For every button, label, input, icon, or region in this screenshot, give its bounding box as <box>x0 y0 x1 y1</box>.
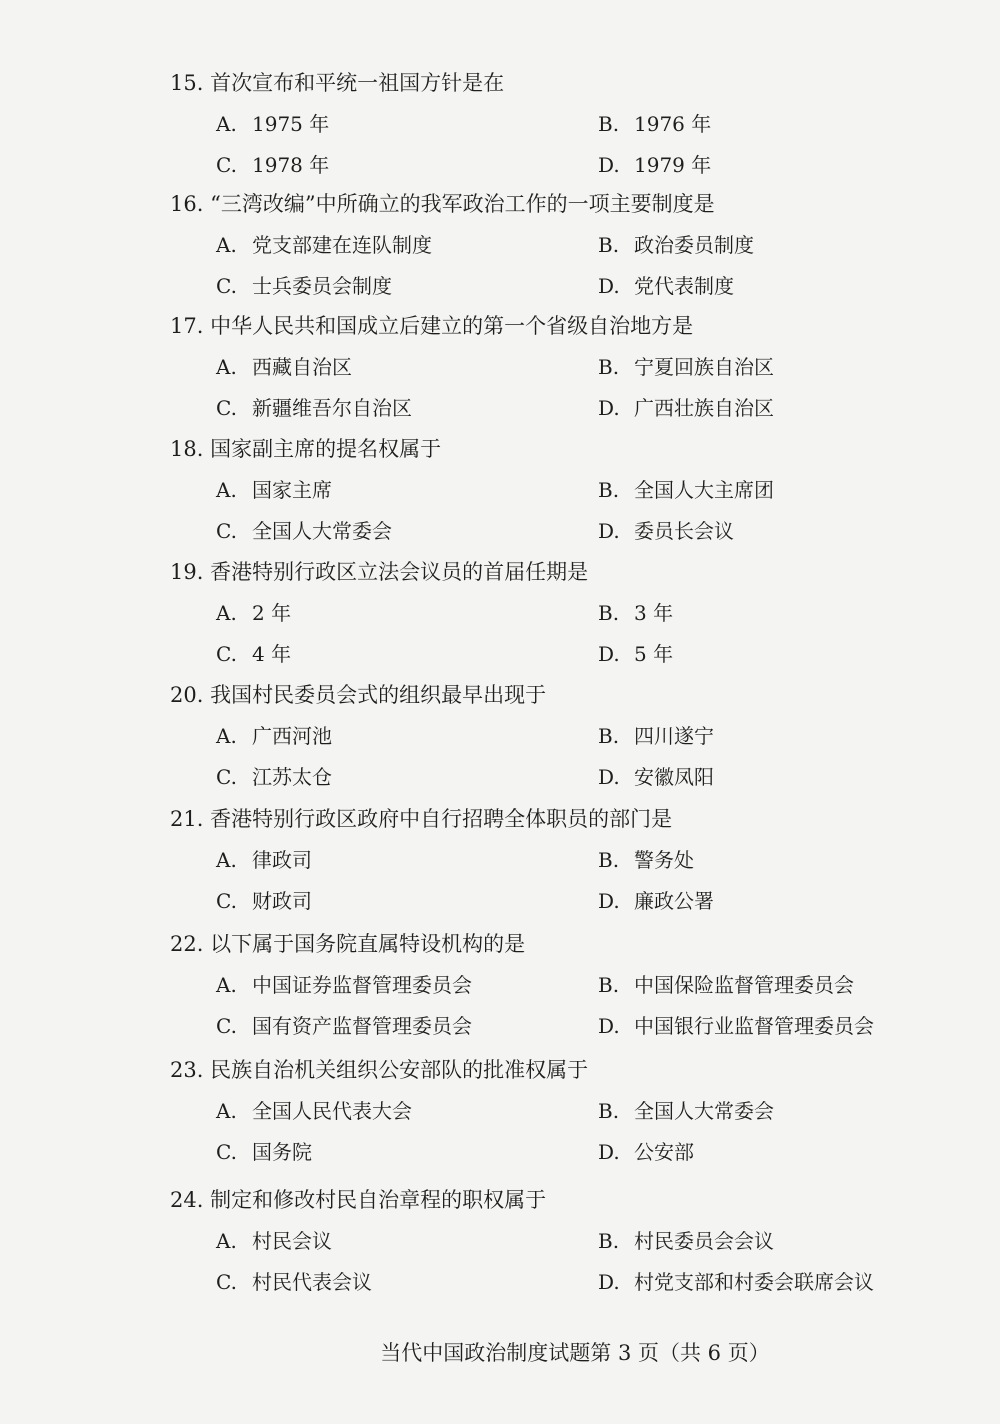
option-text: 1975 年 <box>252 112 330 136</box>
option-b <box>598 109 711 139</box>
option-d <box>598 886 714 916</box>
question-21 <box>170 804 930 927</box>
option-c <box>216 1011 472 1041</box>
question-stem <box>170 804 930 834</box>
question-number: 23. <box>170 1058 204 1082</box>
option-text: 廉政公署 <box>634 889 714 913</box>
question-text: 我国村民委员会式的组织最早出现于 <box>210 683 547 707</box>
option-letter: C. <box>216 396 237 420</box>
question-stem <box>170 434 930 464</box>
option-d <box>598 1137 694 1167</box>
option-text: 中国证券监督管理委员会 <box>252 973 472 997</box>
option-letter: B. <box>598 1099 620 1123</box>
option-c <box>216 1267 372 1297</box>
question-stem <box>170 680 930 710</box>
question-text: 制定和修改村民自治章程的职权属于 <box>210 1188 547 1212</box>
option-letter: C. <box>216 274 237 298</box>
option-row <box>170 150 930 191</box>
option-d <box>598 639 673 669</box>
option-b <box>598 230 754 260</box>
option-letter: B. <box>598 112 620 136</box>
option-text: 村民会议 <box>252 1229 332 1253</box>
option-letter: C. <box>216 1270 237 1294</box>
option-letter: C. <box>216 1140 237 1164</box>
option-letter: D. <box>598 1014 620 1038</box>
question-18 <box>170 434 930 557</box>
option-row <box>170 970 930 1011</box>
option-text: 政治委员制度 <box>634 233 754 257</box>
option-a <box>216 721 332 751</box>
question-text: 香港特别行政区政府中自行招聘全体职员的部门是 <box>210 807 673 831</box>
question-17 <box>170 311 930 434</box>
option-row <box>170 639 930 680</box>
question-text: 国家副主席的提名权属于 <box>210 437 442 461</box>
option-letter: D. <box>598 1140 620 1164</box>
option-text: 党代表制度 <box>634 274 734 298</box>
option-letter: A. <box>216 112 237 136</box>
option-letter: C. <box>216 1014 237 1038</box>
option-row <box>170 516 930 557</box>
question-15 <box>170 68 930 191</box>
question-stem <box>170 1185 930 1215</box>
question-stem <box>170 68 930 98</box>
option-text: 广西壮族自治区 <box>634 396 774 420</box>
option-letter: A. <box>216 355 237 379</box>
option-text: 国有资产监督管理委员会 <box>252 1014 472 1038</box>
option-row <box>170 1226 930 1267</box>
option-b <box>598 1226 774 1256</box>
option-row <box>170 230 930 271</box>
option-c <box>216 271 392 301</box>
option-letter: C. <box>216 765 237 789</box>
option-letter: A. <box>216 1229 237 1253</box>
option-letter: C. <box>216 519 237 543</box>
option-text: 四川遂宁 <box>634 724 714 748</box>
option-row <box>170 886 930 927</box>
option-text: 5 年 <box>634 642 674 666</box>
option-text: 公安部 <box>634 1140 694 1164</box>
question-stem <box>170 311 930 341</box>
option-text: 1979 年 <box>634 153 712 177</box>
option-d <box>598 516 734 546</box>
option-row <box>170 598 930 639</box>
option-row <box>170 1011 930 1052</box>
option-letter: D. <box>598 274 620 298</box>
option-text: 新疆维吾尔自治区 <box>252 396 412 420</box>
option-row <box>170 271 930 312</box>
option-letter: B. <box>598 233 620 257</box>
option-letter: C. <box>216 153 237 177</box>
option-text: 3 年 <box>634 601 674 625</box>
option-letter: C. <box>216 642 237 666</box>
option-text: 1976 年 <box>634 112 712 136</box>
option-a <box>216 109 329 139</box>
option-letter: B. <box>598 848 620 872</box>
option-a <box>216 230 432 260</box>
option-text: 全国人民代表大会 <box>252 1099 412 1123</box>
option-row <box>170 1267 930 1308</box>
option-c <box>216 886 312 916</box>
option-letter: D. <box>598 765 620 789</box>
option-text: 国务院 <box>252 1140 312 1164</box>
option-letter: D. <box>598 642 620 666</box>
question-number: 16. <box>170 192 204 216</box>
option-text: 国家主席 <box>252 478 332 502</box>
option-text: 士兵委员会制度 <box>252 274 392 298</box>
question-24 <box>170 1185 930 1308</box>
question-number: 21. <box>170 807 204 831</box>
option-text: 警务处 <box>634 848 694 872</box>
option-text: 广西河池 <box>252 724 332 748</box>
question-20 <box>170 680 930 803</box>
option-letter: A. <box>216 233 237 257</box>
option-row <box>170 109 930 150</box>
option-a <box>216 970 472 1000</box>
option-letter: B. <box>598 1229 620 1253</box>
option-row <box>170 721 930 762</box>
option-row <box>170 1137 930 1178</box>
question-23 <box>170 1055 930 1178</box>
option-letter: A. <box>216 1099 237 1123</box>
question-number: 20. <box>170 683 204 707</box>
option-text: 1978 年 <box>252 153 330 177</box>
option-letter: B. <box>598 601 620 625</box>
option-d <box>598 150 711 180</box>
question-number: 18. <box>170 437 204 461</box>
option-text: 宁夏回族自治区 <box>634 355 774 379</box>
option-row <box>170 475 930 516</box>
question-22 <box>170 929 930 1052</box>
question-number: 22. <box>170 932 204 956</box>
page-footer: 当代中国政治制度试题第 3 页（共 6 页） <box>380 1341 770 1365</box>
option-letter: D. <box>598 889 620 913</box>
question-text: 中华人民共和国成立后建立的第一个省级自治地方是 <box>210 314 694 338</box>
option-c <box>216 639 291 669</box>
question-number: 15. <box>170 71 204 95</box>
option-a <box>216 475 332 505</box>
question-number: 19. <box>170 560 204 584</box>
option-text: 全国人大常委会 <box>252 519 392 543</box>
question-stem <box>170 557 930 587</box>
question-text: 以下属于国务院直属特设机构的是 <box>210 932 526 956</box>
option-c <box>216 762 332 792</box>
option-d <box>598 762 714 792</box>
option-letter: D. <box>598 153 620 177</box>
option-a <box>216 352 352 382</box>
option-text: 村民委员会会议 <box>634 1229 774 1253</box>
option-b <box>598 970 854 1000</box>
option-c <box>216 393 412 423</box>
option-letter: A. <box>216 601 237 625</box>
option-d <box>598 1011 874 1041</box>
option-text: 西藏自治区 <box>252 355 352 379</box>
option-a <box>216 1226 332 1256</box>
question-stem <box>170 189 930 219</box>
option-c <box>216 1137 312 1167</box>
question-text: “三湾改编”中所确立的我军政治工作的一项主要制度是 <box>210 192 715 216</box>
option-letter: A. <box>216 973 237 997</box>
question-number: 17. <box>170 314 204 338</box>
question-16 <box>170 189 930 312</box>
option-c <box>216 516 392 546</box>
option-b <box>598 352 774 382</box>
option-c <box>216 150 329 180</box>
option-b <box>598 845 694 875</box>
option-letter: B. <box>598 355 620 379</box>
option-text: 安徽凤阳 <box>634 765 714 789</box>
option-text: 村党支部和村委会联席会议 <box>634 1270 874 1294</box>
option-b <box>598 475 774 505</box>
question-stem <box>170 929 930 959</box>
option-text: 全国人大主席团 <box>634 478 774 502</box>
option-a <box>216 845 312 875</box>
option-a <box>216 598 291 628</box>
option-b <box>598 721 714 751</box>
option-letter: C. <box>216 889 237 913</box>
option-row <box>170 762 930 803</box>
option-d <box>598 393 774 423</box>
option-text: 律政司 <box>252 848 312 872</box>
option-text: 4 年 <box>252 642 292 666</box>
option-text: 江苏太仓 <box>252 765 332 789</box>
option-row <box>170 352 930 393</box>
option-letter: B. <box>598 478 620 502</box>
option-row <box>170 845 930 886</box>
option-letter: D. <box>598 519 620 543</box>
question-number: 24. <box>170 1188 204 1212</box>
option-d <box>598 271 734 301</box>
option-letter: D. <box>598 1270 620 1294</box>
option-letter: B. <box>598 724 620 748</box>
option-text: 全国人大常委会 <box>634 1099 774 1123</box>
option-b <box>598 598 673 628</box>
option-letter: B. <box>598 973 620 997</box>
option-letter: A. <box>216 478 237 502</box>
option-text: 村民代表会议 <box>252 1270 372 1294</box>
option-letter: A. <box>216 848 237 872</box>
option-text: 中国银行业监督管理委员会 <box>634 1014 874 1038</box>
question-text: 首次宣布和平统一祖国方针是在 <box>210 71 505 95</box>
option-row <box>170 1096 930 1137</box>
option-text: 2 年 <box>252 601 292 625</box>
option-text: 党支部建在连队制度 <box>252 233 432 257</box>
option-letter: D. <box>598 396 620 420</box>
question-text: 香港特别行政区立法会议员的首届任期是 <box>210 560 589 584</box>
option-text: 中国保险监督管理委员会 <box>634 973 854 997</box>
option-b <box>598 1096 774 1126</box>
question-stem <box>170 1055 930 1085</box>
option-text: 财政司 <box>252 889 312 913</box>
question-text: 民族自治机关组织公安部队的批准权属于 <box>210 1058 589 1082</box>
question-19 <box>170 557 930 680</box>
option-text: 委员长会议 <box>634 519 734 543</box>
option-letter: A. <box>216 724 237 748</box>
option-d <box>598 1267 874 1297</box>
option-row <box>170 393 930 434</box>
option-a <box>216 1096 412 1126</box>
